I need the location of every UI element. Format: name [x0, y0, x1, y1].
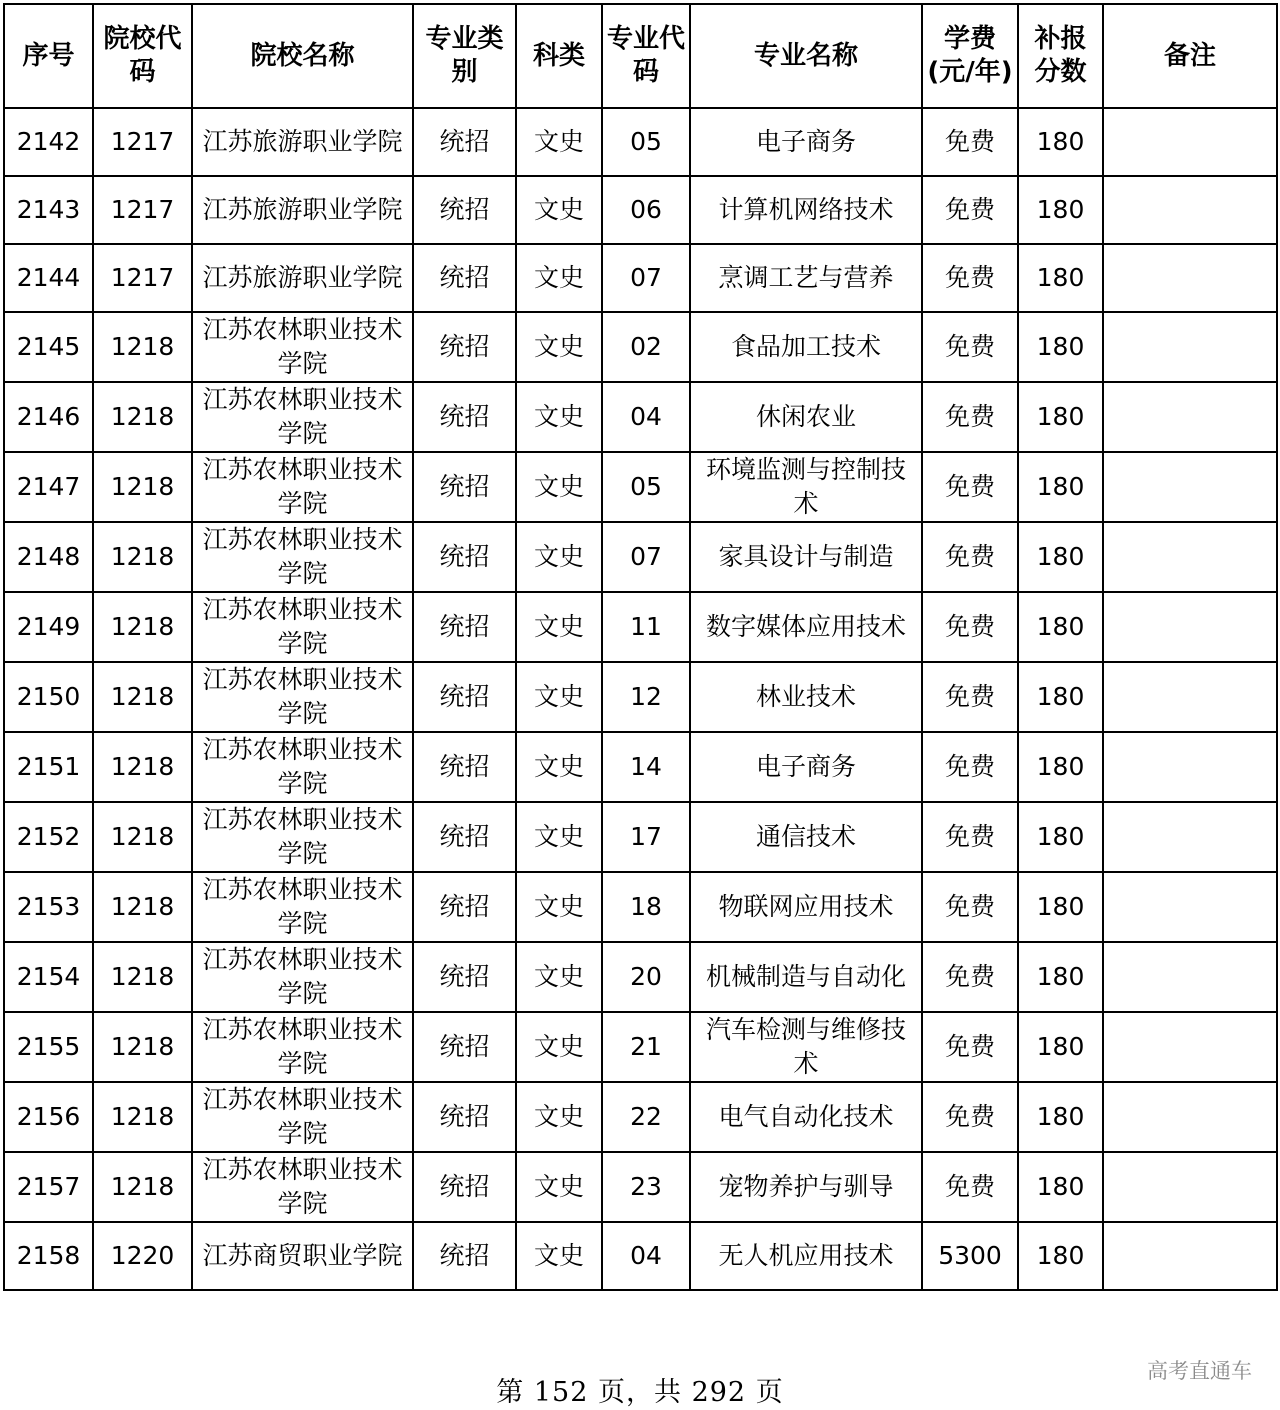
cell-subject: 文史 [516, 1152, 602, 1222]
cell-remark [1103, 1222, 1277, 1290]
cell-seq: 2143 [4, 176, 93, 244]
cell-major-category: 统招 [413, 802, 516, 872]
cell-major-code: 23 [602, 1152, 690, 1222]
cell-score: 180 [1018, 802, 1103, 872]
cell-major-category: 统招 [413, 452, 516, 522]
header-remark: 备注 [1103, 4, 1277, 108]
header-subject: 科类 [516, 4, 602, 108]
cell-major-name: 林业技术 [690, 662, 922, 732]
table-row [4, 108, 1277, 176]
cell-tuition: 免费 [922, 872, 1018, 942]
header-seq: 序号 [4, 4, 93, 108]
cell-tuition: 免费 [922, 802, 1018, 872]
cell-school-name: 江苏农林职业技术学院 [192, 732, 413, 802]
cell-remark [1103, 244, 1277, 312]
header-major-code: 专业代码 [602, 4, 690, 108]
cell-major-category: 统招 [413, 244, 516, 312]
cell-score: 180 [1018, 732, 1103, 802]
cell-school-code: 1218 [93, 1012, 192, 1082]
cell-major-category: 统招 [413, 732, 516, 802]
cell-school-code: 1218 [93, 942, 192, 1012]
cell-major-name: 通信技术 [690, 802, 922, 872]
cell-school-code: 1218 [93, 732, 192, 802]
cell-major-code: 07 [602, 244, 690, 312]
cell-remark [1103, 942, 1277, 1012]
cell-major-category: 统招 [413, 1222, 516, 1290]
cell-score: 180 [1018, 452, 1103, 522]
cell-subject: 文史 [516, 1222, 602, 1290]
cell-school-name: 江苏农林职业技术学院 [192, 452, 413, 522]
cell-major-name: 家具设计与制造 [690, 522, 922, 592]
cell-major-code: 11 [602, 592, 690, 662]
cell-major-category: 统招 [413, 108, 516, 176]
table-header-row [4, 4, 1277, 108]
table-row [4, 802, 1277, 872]
cell-school-name: 江苏旅游职业学院 [192, 244, 413, 312]
cell-score: 180 [1018, 176, 1103, 244]
cell-score: 180 [1018, 592, 1103, 662]
cell-school-name: 江苏旅游职业学院 [192, 108, 413, 176]
cell-major-category: 统招 [413, 942, 516, 1012]
cell-major-name: 宠物养护与驯导 [690, 1152, 922, 1222]
cell-major-category: 统招 [413, 662, 516, 732]
cell-major-code: 05 [602, 108, 690, 176]
page-number-footer: 第 152 页，共 292 页 [496, 1377, 784, 1408]
cell-school-code: 1217 [93, 244, 192, 312]
cell-school-name: 江苏农林职业技术学院 [192, 1152, 413, 1222]
cell-seq: 2154 [4, 942, 93, 1012]
cell-major-code: 14 [602, 732, 690, 802]
table-row [4, 244, 1277, 312]
cell-remark [1103, 312, 1277, 382]
table-row [4, 1082, 1277, 1152]
cell-score: 180 [1018, 942, 1103, 1012]
cell-tuition: 免费 [922, 176, 1018, 244]
cell-subject: 文史 [516, 872, 602, 942]
cell-major-code: 02 [602, 312, 690, 382]
cell-remark [1103, 176, 1277, 244]
cell-major-name: 电子商务 [690, 108, 922, 176]
cell-school-code: 1218 [93, 522, 192, 592]
cell-remark [1103, 592, 1277, 662]
cell-remark [1103, 1082, 1277, 1152]
table-row [4, 942, 1277, 1012]
cell-major-name: 食品加工技术 [690, 312, 922, 382]
cell-school-code: 1218 [93, 312, 192, 382]
cell-school-code: 1218 [93, 802, 192, 872]
table-row [4, 382, 1277, 452]
cell-subject: 文史 [516, 176, 602, 244]
cell-subject: 文史 [516, 312, 602, 382]
cell-tuition: 免费 [922, 108, 1018, 176]
cell-major-name: 数字媒体应用技术 [690, 592, 922, 662]
cell-school-code: 1218 [93, 592, 192, 662]
cell-subject: 文史 [516, 1082, 602, 1152]
cell-school-code: 1218 [93, 1082, 192, 1152]
cell-seq: 2152 [4, 802, 93, 872]
cell-seq: 2147 [4, 452, 93, 522]
cell-tuition: 免费 [922, 662, 1018, 732]
cell-major-code: 05 [602, 452, 690, 522]
cell-major-name: 无人机应用技术 [690, 1222, 922, 1290]
cell-seq: 2145 [4, 312, 93, 382]
cell-subject: 文史 [516, 108, 602, 176]
cell-major-category: 统招 [413, 382, 516, 452]
cell-school-name: 江苏农林职业技术学院 [192, 522, 413, 592]
cell-remark [1103, 1152, 1277, 1222]
header-school-code: 院校代码 [93, 4, 192, 108]
table-row [4, 732, 1277, 802]
cell-seq: 2151 [4, 732, 93, 802]
table-row [4, 176, 1277, 244]
cell-remark [1103, 732, 1277, 802]
cell-major-code: 18 [602, 872, 690, 942]
cell-major-category: 统招 [413, 1152, 516, 1222]
table-row [4, 1222, 1277, 1290]
cell-seq: 2146 [4, 382, 93, 452]
cell-subject: 文史 [516, 662, 602, 732]
cell-major-category: 统招 [413, 522, 516, 592]
table-row [4, 1012, 1277, 1082]
cell-school-code: 1218 [93, 662, 192, 732]
cell-subject: 文史 [516, 802, 602, 872]
cell-tuition: 免费 [922, 382, 1018, 452]
cell-score: 180 [1018, 382, 1103, 452]
cell-school-name: 江苏农林职业技术学院 [192, 942, 413, 1012]
cell-tuition: 免费 [922, 452, 1018, 522]
cell-subject: 文史 [516, 452, 602, 522]
cell-major-category: 统招 [413, 592, 516, 662]
admissions-table [3, 3, 1278, 1291]
cell-major-name: 电子商务 [690, 732, 922, 802]
cell-school-code: 1218 [93, 1152, 192, 1222]
cell-seq: 2153 [4, 872, 93, 942]
cell-school-name: 江苏农林职业技术学院 [192, 1082, 413, 1152]
cell-remark [1103, 662, 1277, 732]
cell-seq: 2156 [4, 1082, 93, 1152]
table-row [4, 312, 1277, 382]
cell-major-code: 20 [602, 942, 690, 1012]
cell-school-name: 江苏农林职业技术学院 [192, 592, 413, 662]
cell-score: 180 [1018, 312, 1103, 382]
cell-school-code: 1220 [93, 1222, 192, 1290]
cell-school-code: 1217 [93, 108, 192, 176]
header-school-name: 院校名称 [192, 4, 413, 108]
cell-subject: 文史 [516, 244, 602, 312]
cell-major-name: 烹调工艺与营养 [690, 244, 922, 312]
cell-seq: 2144 [4, 244, 93, 312]
cell-tuition: 免费 [922, 592, 1018, 662]
cell-school-name: 江苏旅游职业学院 [192, 176, 413, 244]
cell-subject: 文史 [516, 522, 602, 592]
table-body [4, 108, 1277, 1290]
cell-tuition: 5300 [922, 1222, 1018, 1290]
cell-major-name: 电气自动化技术 [690, 1082, 922, 1152]
cell-major-name: 汽车检测与维修技术 [690, 1012, 922, 1082]
cell-seq: 2150 [4, 662, 93, 732]
cell-school-name: 江苏农林职业技术学院 [192, 1012, 413, 1082]
cell-seq: 2158 [4, 1222, 93, 1290]
cell-tuition: 免费 [922, 1152, 1018, 1222]
cell-score: 180 [1018, 1152, 1103, 1222]
cell-subject: 文史 [516, 1012, 602, 1082]
cell-major-category: 统招 [413, 872, 516, 942]
cell-school-code: 1218 [93, 452, 192, 522]
header-major-name: 专业名称 [690, 4, 922, 108]
cell-school-name: 江苏农林职业技术学院 [192, 382, 413, 452]
cell-subject: 文史 [516, 732, 602, 802]
table-row [4, 662, 1277, 732]
cell-tuition: 免费 [922, 1012, 1018, 1082]
cell-seq: 2148 [4, 522, 93, 592]
cell-major-name: 物联网应用技术 [690, 872, 922, 942]
cell-tuition: 免费 [922, 522, 1018, 592]
cell-subject: 文史 [516, 942, 602, 1012]
cell-remark [1103, 452, 1277, 522]
cell-subject: 文史 [516, 592, 602, 662]
cell-tuition: 免费 [922, 312, 1018, 382]
cell-score: 180 [1018, 108, 1103, 176]
cell-major-category: 统招 [413, 312, 516, 382]
cell-major-code: 17 [602, 802, 690, 872]
cell-major-code: 07 [602, 522, 690, 592]
table-row [4, 592, 1277, 662]
cell-school-name: 江苏农林职业技术学院 [192, 312, 413, 382]
cell-major-category: 统招 [413, 176, 516, 244]
cell-seq: 2155 [4, 1012, 93, 1082]
watermark-text: 高考直通车 [1147, 1359, 1252, 1383]
cell-major-code: 12 [602, 662, 690, 732]
cell-seq: 2157 [4, 1152, 93, 1222]
cell-major-code: 04 [602, 382, 690, 452]
cell-school-code: 1218 [93, 872, 192, 942]
cell-score: 180 [1018, 1082, 1103, 1152]
cell-major-code: 06 [602, 176, 690, 244]
cell-school-name: 江苏商贸职业学院 [192, 1222, 413, 1290]
table-row [4, 452, 1277, 522]
cell-tuition: 免费 [922, 244, 1018, 312]
cell-score: 180 [1018, 1012, 1103, 1082]
cell-subject: 文史 [516, 382, 602, 452]
cell-score: 180 [1018, 872, 1103, 942]
cell-major-code: 04 [602, 1222, 690, 1290]
cell-tuition: 免费 [922, 732, 1018, 802]
cell-seq: 2149 [4, 592, 93, 662]
cell-major-code: 21 [602, 1012, 690, 1082]
table-row [4, 522, 1277, 592]
cell-remark [1103, 108, 1277, 176]
cell-remark [1103, 872, 1277, 942]
header-score: 补报分数 [1018, 4, 1103, 108]
table-row [4, 1152, 1277, 1222]
cell-remark [1103, 1012, 1277, 1082]
cell-major-name: 计算机网络技术 [690, 176, 922, 244]
cell-tuition: 免费 [922, 1082, 1018, 1152]
cell-school-code: 1217 [93, 176, 192, 244]
cell-major-category: 统招 [413, 1082, 516, 1152]
cell-tuition: 免费 [922, 942, 1018, 1012]
cell-major-category: 统招 [413, 1012, 516, 1082]
header-tuition: 学费(元/年) [922, 4, 1018, 108]
cell-school-code: 1218 [93, 382, 192, 452]
cell-major-name: 机械制造与自动化 [690, 942, 922, 1012]
cell-score: 180 [1018, 244, 1103, 312]
cell-school-name: 江苏农林职业技术学院 [192, 662, 413, 732]
cell-remark [1103, 802, 1277, 872]
table-row [4, 872, 1277, 942]
cell-major-name: 休闲农业 [690, 382, 922, 452]
cell-score: 180 [1018, 662, 1103, 732]
header-major-category: 专业类别 [413, 4, 516, 108]
cell-score: 180 [1018, 522, 1103, 592]
cell-remark [1103, 382, 1277, 452]
cell-seq: 2142 [4, 108, 93, 176]
cell-major-code: 22 [602, 1082, 690, 1152]
cell-major-name: 环境监测与控制技术 [690, 452, 922, 522]
cell-school-name: 江苏农林职业技术学院 [192, 802, 413, 872]
cell-school-name: 江苏农林职业技术学院 [192, 872, 413, 942]
cell-remark [1103, 522, 1277, 592]
cell-score: 180 [1018, 1222, 1103, 1290]
